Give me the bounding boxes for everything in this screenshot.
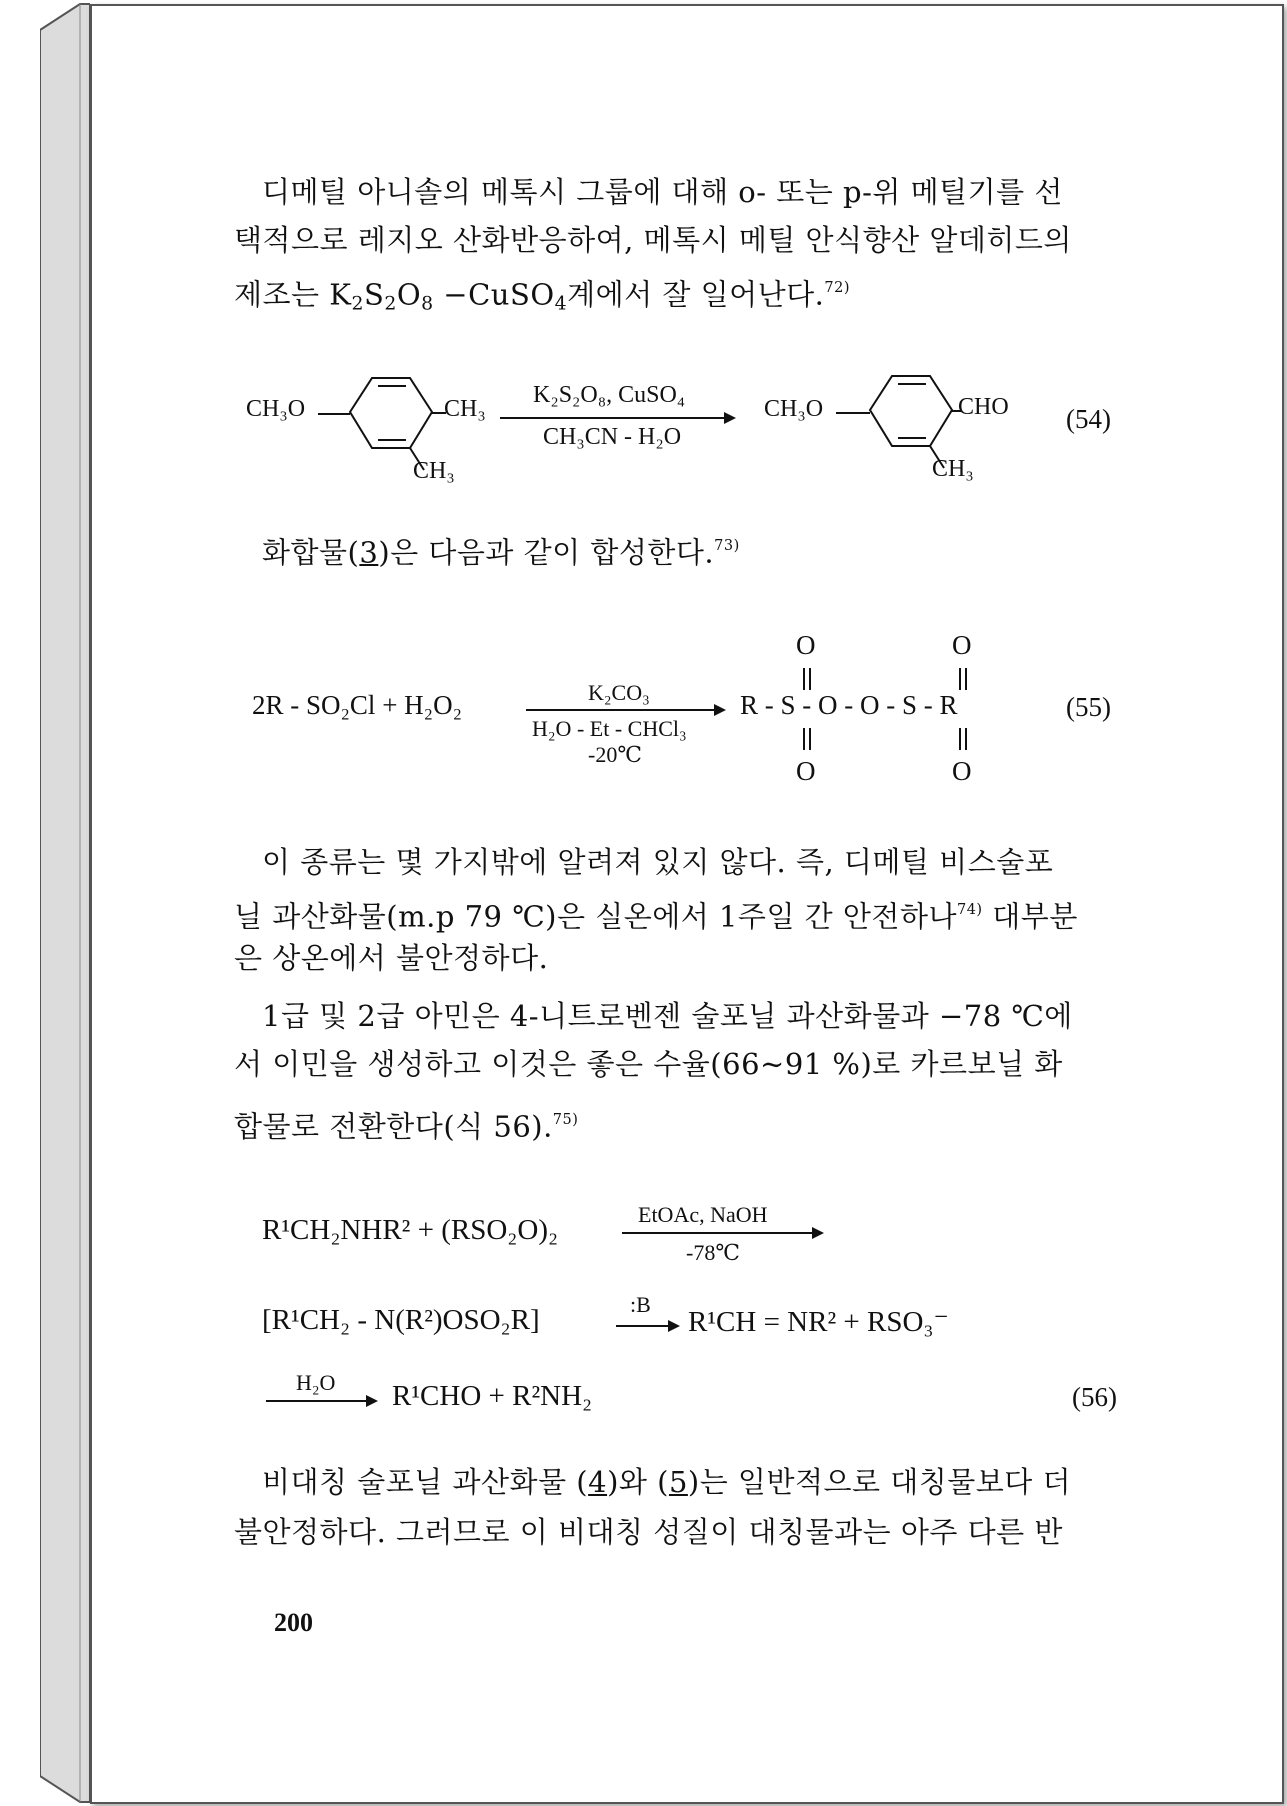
paragraph-1-line-1: 디메틸 아니솔의 메톡시 그룹에 대해 o- 또는 p-위 메틸기를 선	[262, 175, 1063, 209]
eq55-double-bonds	[790, 660, 980, 760]
paragraph-3-line-2: 닐 과산화물(m.p 79 ℃)은 실온에서 1주일 간 안전하나$^{74)}$ 대부분	[234, 899, 1078, 934]
eq56-row1-arrow	[622, 1232, 822, 1234]
eq54-reagent-bottom: CH₃CN - H₂O	[543, 424, 682, 450]
eq56-row2-reagent: :B	[630, 1292, 651, 1317]
eq54-right-aldehyde: CHO	[958, 394, 1009, 420]
paragraph-1-line-2: 택적으로 레지오 산화반응하여, 메톡시 메틸 안식향산 알데히드의	[234, 223, 1072, 257]
eq56-row1-reagent-bottom: -78℃	[686, 1240, 740, 1265]
compound-3-ref: 3	[359, 535, 379, 570]
eq54-right-methoxy: CH₃O	[764, 396, 824, 422]
eq56-row1-reactants: R¹CH₂NHR² + (RSO₂O)₂	[262, 1214, 559, 1246]
eq56-row3-products: R¹CHO + R²NH₂	[392, 1380, 593, 1412]
paragraph-4-line-1: 1급 및 2급 아민은 4-니트로벤젠 술포닐 과산화물과 −78 ℃에	[262, 999, 1073, 1033]
eq54-left-methyl-2: CH₃	[413, 458, 455, 484]
eq56-row3-reagent: H₂O	[296, 1370, 336, 1395]
eq55-oxygen-top-1: O	[796, 630, 816, 660]
paragraph-1-line-3: 제조는 $K_2S_2O_8$ −CuSO$_4$계에서 잘 일어난다.$^{72)}$	[234, 277, 851, 315]
eq56-row1-reagent-top: EtOAc, NaOH	[638, 1202, 768, 1227]
benzene-ring-right	[850, 370, 960, 470]
eq54-reagent-top: K₂S₂O₈, CuSO₄	[533, 382, 686, 408]
eq55-reagent-temp: -20℃	[588, 742, 642, 767]
eq56-number: (56)	[1072, 1382, 1117, 1412]
eq54-number: (54)	[1066, 404, 1111, 434]
eq56-row3-arrow	[266, 1400, 376, 1402]
eq54-arrow	[500, 417, 734, 419]
eq54-right-bond	[836, 412, 870, 414]
eq55-oxygen-bottom-2: O	[952, 756, 972, 786]
eq55-reagent-bottom: H₂O - Et - CHCl₃	[532, 716, 687, 741]
paragraph-3-line-1: 이 종류는 몇 가지밖에 알려져 있지 않다. 즉, 디메틸 비스술포	[262, 845, 1054, 879]
book-spine	[40, 0, 90, 1806]
compound-5-ref: 5	[668, 1465, 688, 1499]
eq55-oxygen-bottom-1: O	[796, 756, 816, 786]
eq55-oxygen-top-2: O	[952, 630, 972, 660]
eq55-reagent-top: K₂CO₃	[588, 680, 650, 705]
eq54-left-methoxy: CH₃O	[246, 396, 306, 422]
eq55-product: R - S - O - O - S - R	[740, 690, 958, 720]
eq56-row2-products: R¹CH = NR² + RSO₃⁻	[688, 1306, 949, 1338]
eq56-row2-intermediate: [R¹CH₂ - N(R²)OSO₂R]	[262, 1304, 540, 1336]
paragraph-4-line-3: 합물로 전환한다(식 56).$^{75)}$	[234, 1109, 579, 1144]
paragraph-4-line-2: 서 이민을 생성하고 이것은 좋은 수율(66∼91 %)로 카르보닐 화	[234, 1047, 1063, 1081]
compound-4-ref: 4	[588, 1465, 608, 1499]
benzene-ring-left	[330, 372, 440, 472]
paragraph-3-line-3: 은 상온에서 불안정하다.	[234, 941, 549, 975]
eq56-row2-arrow	[616, 1325, 678, 1327]
eq55-number: (55)	[1066, 692, 1111, 722]
eq54-left-methyl: CH₃	[444, 396, 486, 422]
paragraph-5-line-1: 비대칭 술포닐 과산화물 (4)와 (5)는 일반적으로 대칭물보다 더	[262, 1465, 1072, 1499]
eq55-reactants: 2R - SO₂Cl + H₂O₂	[252, 690, 462, 720]
page-number: 200	[274, 1608, 313, 1637]
paragraph-5-line-2: 불안정하다. 그러므로 이 비대칭 성질이 대칭물과는 아주 다른 반	[234, 1515, 1063, 1549]
paragraph-2: 화합물(3)은 다음과 같이 합성한다.$^{73)}$	[262, 535, 740, 570]
eq54-right-methyl: CH₃	[932, 456, 974, 482]
eq55-arrow	[526, 709, 724, 711]
eq54-left-bond	[318, 413, 350, 415]
